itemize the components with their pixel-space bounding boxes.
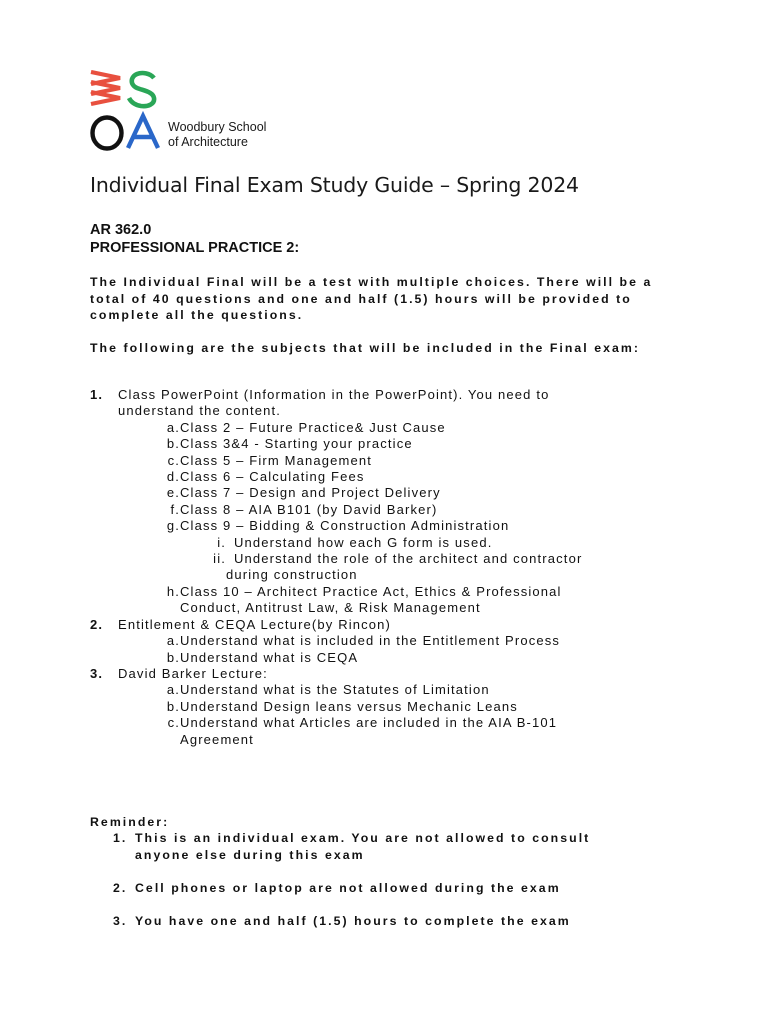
list-item: h. Class 10 – Architect Practice Act, Ethics & Professional — [166, 583, 562, 599]
sub-list-item: ii. Understand the role of the architect and contractor — [213, 551, 583, 567]
topic-2 — [90, 617, 690, 666]
list-item: b. Understand what is CEQA — [166, 649, 359, 665]
list-item: a. Understand what is included in the Entitlement Process — [166, 633, 561, 649]
list-item: c. Understand what Articles are included in the AIA B-101 — [167, 715, 558, 731]
topic-text-cont: understand the content. — [118, 403, 282, 419]
reminder-number: 2. — [113, 881, 128, 895]
reminder-text-cont: anyone else during this exam — [135, 847, 365, 862]
topic-text: Entitlement & CEQA Lecture(by Rincon) — [118, 616, 392, 632]
page-title: Individual Final Exam Study Guide – Spring 2024 — [90, 173, 579, 197]
list-item: c. Class 5 – Firm Management — [167, 452, 373, 468]
topic-3: 3. David Barker Lecture: a. Understand what is the Statutes of Limitation b. Understand Design leans versus Mechanic Leans c. Understand what Articles are included in the AIA B-101 Agreement — [90, 666, 690, 748]
topic-1: 1. Class PowerPoint (Information in the PowerPoint). You need to understand the content. a. Class 2 – Future Practice& Just Cause b. Class 3&4 - Starting your practice c. Class 5 – Firm Management d. Class 6 – Calculating Fees e. Class 7 – Design and Project Delivery f. Class 8 – AIA B101 (by David Barker) g. Class 9 – Bidding & Construction Administration i. Understand how each G form is used. ii. Understand the role of the architect and contractor during construction h. Class 10 – Architect Practice Act, Ethics & Professional Conduct, Antitrust Law, & Risk Management — [90, 387, 690, 617]
subjects-heading: The following are the subjects that will be included in the Final exam: — [90, 341, 641, 355]
reminder-heading: Reminder: — [90, 815, 170, 829]
course-name: PROFESSIONAL PRACTICE 2: — [90, 240, 300, 256]
logo-w-mark — [91, 72, 120, 104]
list-item: e. Class 7 – Design and Project Delivery — [166, 485, 441, 501]
list-item: g. Class 9 – Bidding & Construction Administration — [166, 518, 510, 534]
logo-a-mark — [128, 116, 158, 148]
reminder-item-3 — [113, 913, 673, 930]
reminder-text: You have one and half (1.5) hours to complete the exam — [135, 914, 571, 928]
list-item: b. Class 3&4 - Starting your practice — [166, 436, 413, 452]
logo-school-name — [168, 120, 266, 150]
logo-o-mark — [93, 118, 122, 149]
course-code: AR 362.0 — [90, 222, 152, 238]
logo-s-mark — [129, 73, 154, 106]
topic-text: Class PowerPoint (Information in the PowerPoint). You need to — [118, 387, 550, 402]
reminder-item-2 — [113, 880, 673, 897]
list-item: f. Class 8 – AIA B101 (by David Barker) — [170, 501, 438, 517]
reminder-text: Cell phones or laptop are not allowed during the exam — [135, 881, 561, 895]
reminder-item-1 — [113, 830, 673, 863]
topics-list — [90, 387, 690, 748]
logo-line-1: Woodbury School — [168, 120, 267, 134]
logo-line-2: of Architecture — [168, 135, 248, 149]
list-item: a. Understand what is the Statutes of Limitation — [166, 682, 490, 698]
sub-list-item: i. Understand how each G form is used. — [217, 534, 493, 550]
topic-text: David Barker Lecture: — [118, 665, 268, 681]
reminder-number: 3. — [113, 914, 128, 928]
topic-number: 3. — [90, 665, 104, 681]
topic-number: 2. — [90, 616, 104, 632]
list-item: b. Understand Design leans versus Mechanic Leans — [166, 698, 518, 714]
reminder-text: This is an individual exam. You are not allowed to consult — [135, 831, 591, 845]
topic-number: 1. — [90, 387, 104, 402]
course-info — [90, 221, 299, 257]
list-item: d. Class 6 – Calculating Fees — [166, 469, 365, 485]
intro-paragraph: The Individual Final will be a test with multiple choices. There will be a total of 40 questions and one and half (1.5) hours will be provided to complete all the questions. — [90, 275, 653, 323]
list-item: a. Class 2 – Future Practice& Just Cause — [166, 419, 446, 435]
reminder-number: 1. — [113, 831, 128, 845]
